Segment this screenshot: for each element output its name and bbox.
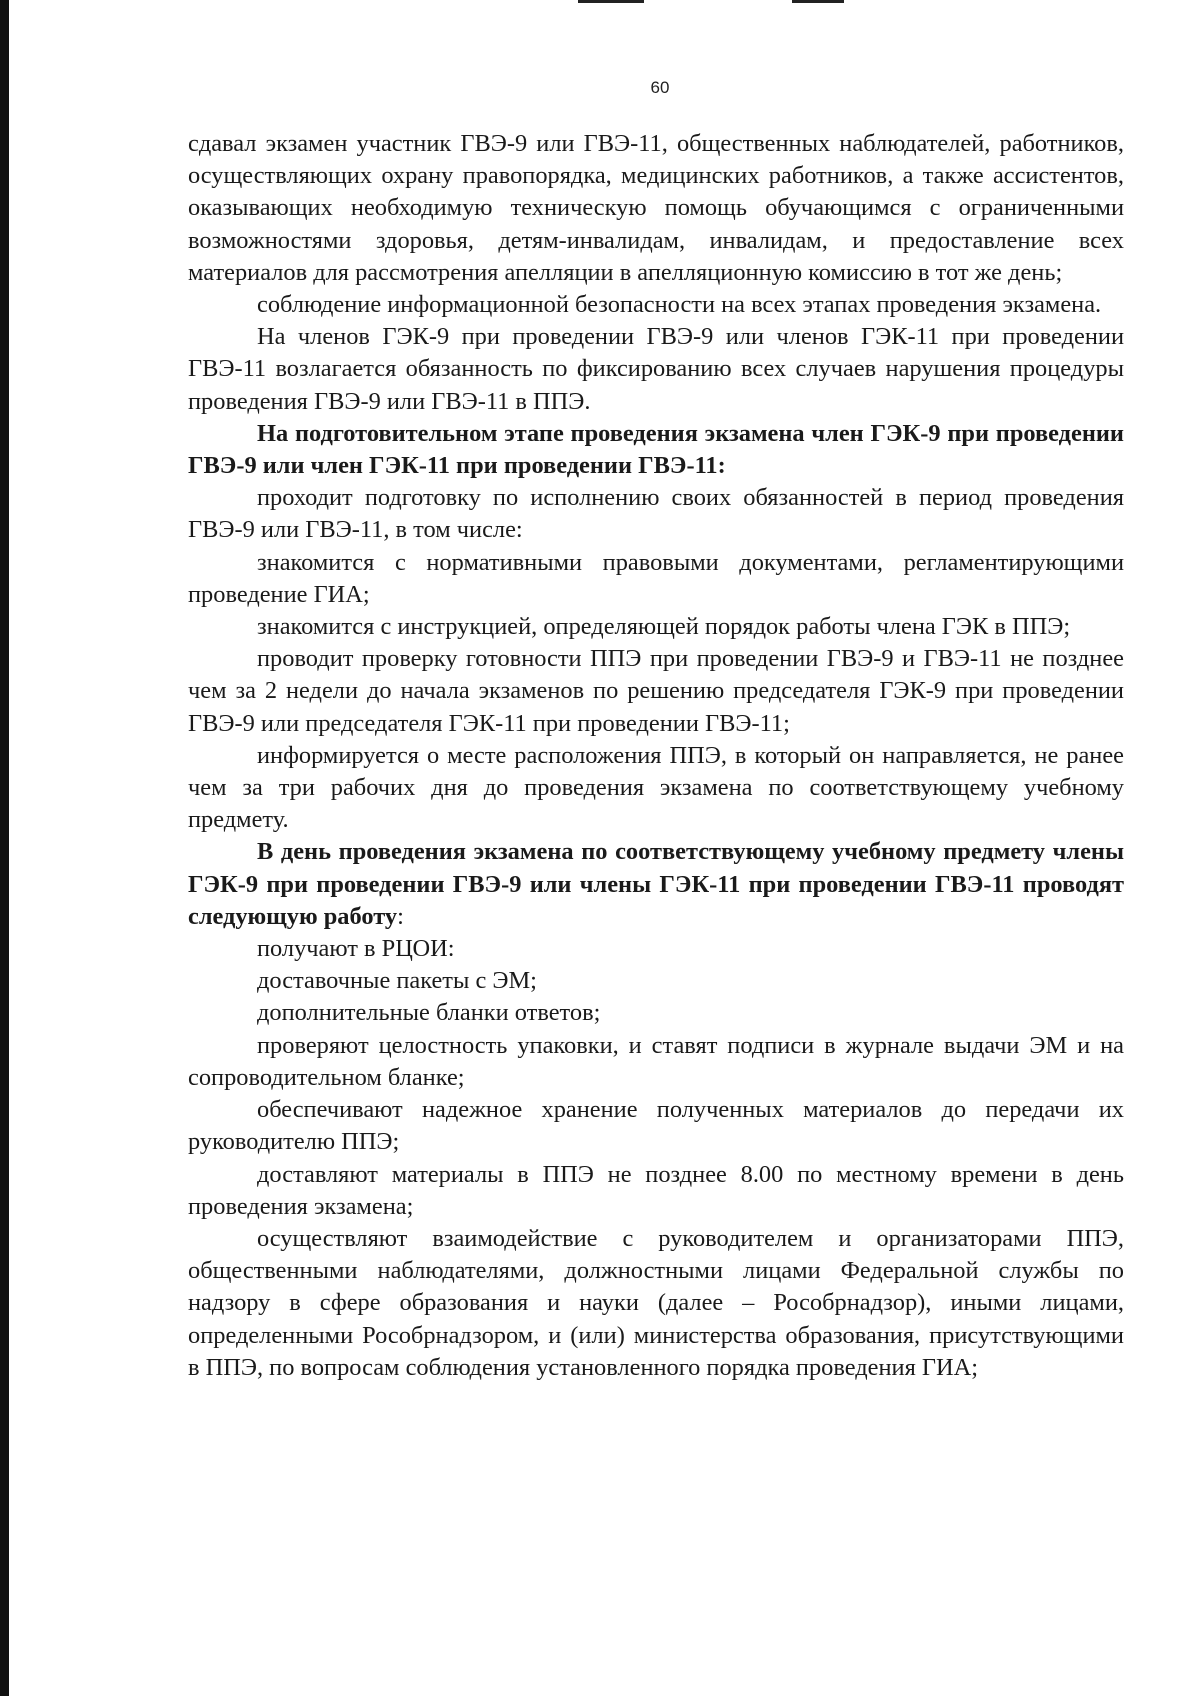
paragraph: проводит проверку готовности ППЭ при проведении ГВЭ-9 и ГВЭ-11 не позднее чем за 2 недели до начала экзаменов по решению председателя ГЭК-9 при проведении ГВЭ-9 или председателя ГЭК-11 при проведении ГВЭ-11; xyxy=(188,645,1124,737)
document-body xyxy=(188,128,1124,1384)
section-heading-with-colon xyxy=(188,836,1124,933)
paragraph: информируется о месте расположения ППЭ, в который он направляется, не ранее чем за три рабочих дня до проведения экзамена по соответствующему учебному предмету. xyxy=(188,741,1124,834)
heading-colon: : xyxy=(397,902,404,930)
scan-top-mark xyxy=(578,0,644,3)
paragraph: получают в РЦОИ: xyxy=(257,935,455,963)
scan-left-edge xyxy=(0,0,9,1696)
paragraph: На членов ГЭК-9 при проведении ГВЭ-9 или членов ГЭК-11 при проведении ГВЭ-11 возлагается обязанность по фиксированию всех случаев нарушения процедуры проведения ГВЭ-9 или ГВЭ-11 в ППЭ. xyxy=(188,323,1124,415)
paragraph: обеспечивают надежное хранение полученных материалов до передачи их руководителю ППЭ; xyxy=(188,1096,1124,1156)
paragraph: сдавал экзамен участник ГВЭ-9 или ГВЭ-11, общественных наблюдателей, работников, осуществляющих охрану правопорядка, медицинских работников, а также ассистентов, оказывающих необходимую техническую помощь обучающимся с ограниченными возможностями здоровья, детям-инвалидам, инвалидам, и предоставление всех материалов для рассмотрения апелляции в апелляционную комиссию в тот же день; xyxy=(188,130,1124,286)
paragraph: соблюдение информационной безопасности на всех этапах проведения экзамена. xyxy=(257,291,1102,319)
paragraph: дополнительные бланки ответов; xyxy=(257,999,601,1027)
paragraph: проверяют целостность упаковки, и ставят подписи в журнале выдачи ЭМ и на сопроводительном бланке; xyxy=(188,1031,1124,1091)
paragraph: осуществляют взаимодействие с руководителем и организаторами ППЭ, общественными наблюдателями, должностными лицами Федеральной службы по надзору в сфере образования и науки (далее – Рособрнадзор), иными лицами, определенными Рособрнадзором, и (или) министерства образования, присутствующими в ППЭ, по вопросам соблюдения установленного порядка проведения ГИА; xyxy=(188,1224,1124,1381)
page-number: 60 xyxy=(650,78,670,97)
paragraph: знакомится с нормативными правовыми документами, регламентирующими проведение ГИА; xyxy=(188,548,1124,608)
paragraph: проходит подготовку по исполнению своих обязанностей в период проведения ГВЭ-9 или ГВЭ-11, в том числе: xyxy=(188,484,1124,544)
scan-top-mark xyxy=(792,0,844,3)
paragraph: знакомится с инструкцией, определяющей порядок работы члена ГЭК в ППЭ; xyxy=(257,613,1071,641)
section-heading: На подготовительном этапе проведения экзамена член ГЭК-9 при проведении ГВЭ-9 или член ГЭК-11 при проведении ГВЭ-11: xyxy=(188,419,1124,480)
paragraph: доставляют материалы в ППЭ не позднее 8.00 по местному времени в день проведения экзамена; xyxy=(188,1160,1124,1220)
paragraph: доставочные пакеты с ЭМ; xyxy=(257,967,537,995)
section-heading: В день проведения экзамена по соответствующему учебному предмету члены ГЭК-9 при проведении ГВЭ-9 или члены ГЭК-11 при проведении ГВЭ-11 проводят следующую работу xyxy=(188,838,1124,930)
